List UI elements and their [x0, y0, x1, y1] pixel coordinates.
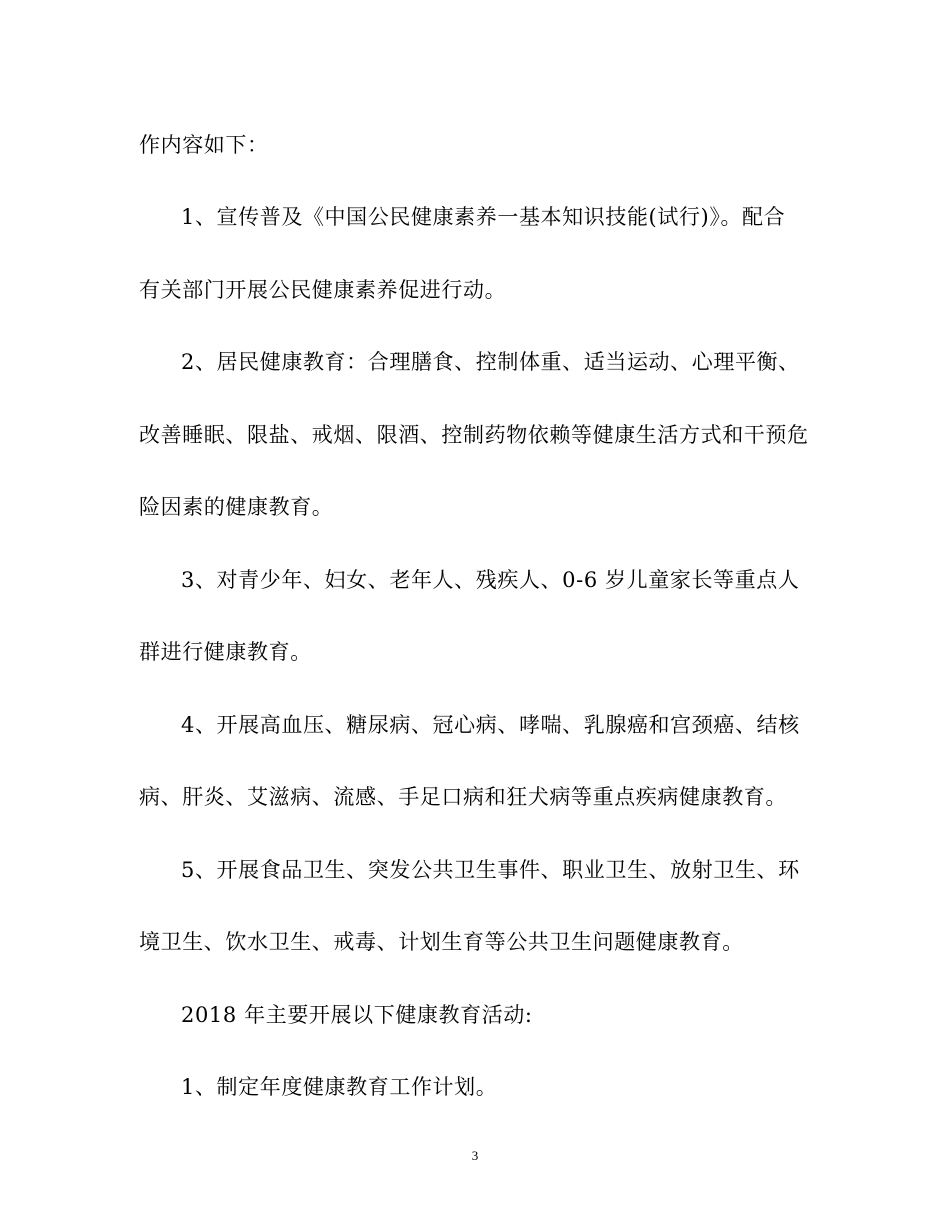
text-line: 3、对青少年、妇女、老年人、残疾人、0-6 岁儿童家长等重点人 [181, 568, 800, 592]
text-line: 病、肝炎、艾滋病、流感、手足口病和狂犬病等重点疾病健康教育。 [139, 785, 787, 809]
text-line: 有关部门开展公民健康素养促进行动。 [139, 278, 507, 302]
text-line: 境卫生、饮水卫生、戒毒、计划生育等公共卫生问题健康教育。 [139, 930, 744, 954]
text-line: 5、开展食品卫生、突发公共卫生事件、职业卫生、放射卫生、环 [181, 858, 800, 882]
text-line: 4、开展高血压、糖尿病、冠心病、哮喘、乳腺癌和宫颈癌、结核 [181, 713, 800, 737]
text-line: 作内容如下： [139, 133, 269, 157]
page-number: 3 [471, 1148, 479, 1163]
text-line: 群进行健康教育。 [139, 640, 312, 664]
text-line: 险因素的健康教育。 [139, 495, 334, 519]
text-line: 1、制定年度健康教育工作计划。 [181, 1075, 498, 1099]
text-line: 2018 年主要开展以下健康教育活动: [181, 1003, 533, 1027]
text-line: 1、宣传普及《中国公民健康素养一基本知识技能(试行)》。配合 [181, 205, 786, 229]
text-line: 2、居民健康教育：合理膳食、控制体重、适当运动、心理平衡、 [181, 350, 800, 374]
text-line: 改善睡眠、限盐、戒烟、限酒、控制药物依赖等健康生活方式和干预危 [139, 423, 809, 447]
